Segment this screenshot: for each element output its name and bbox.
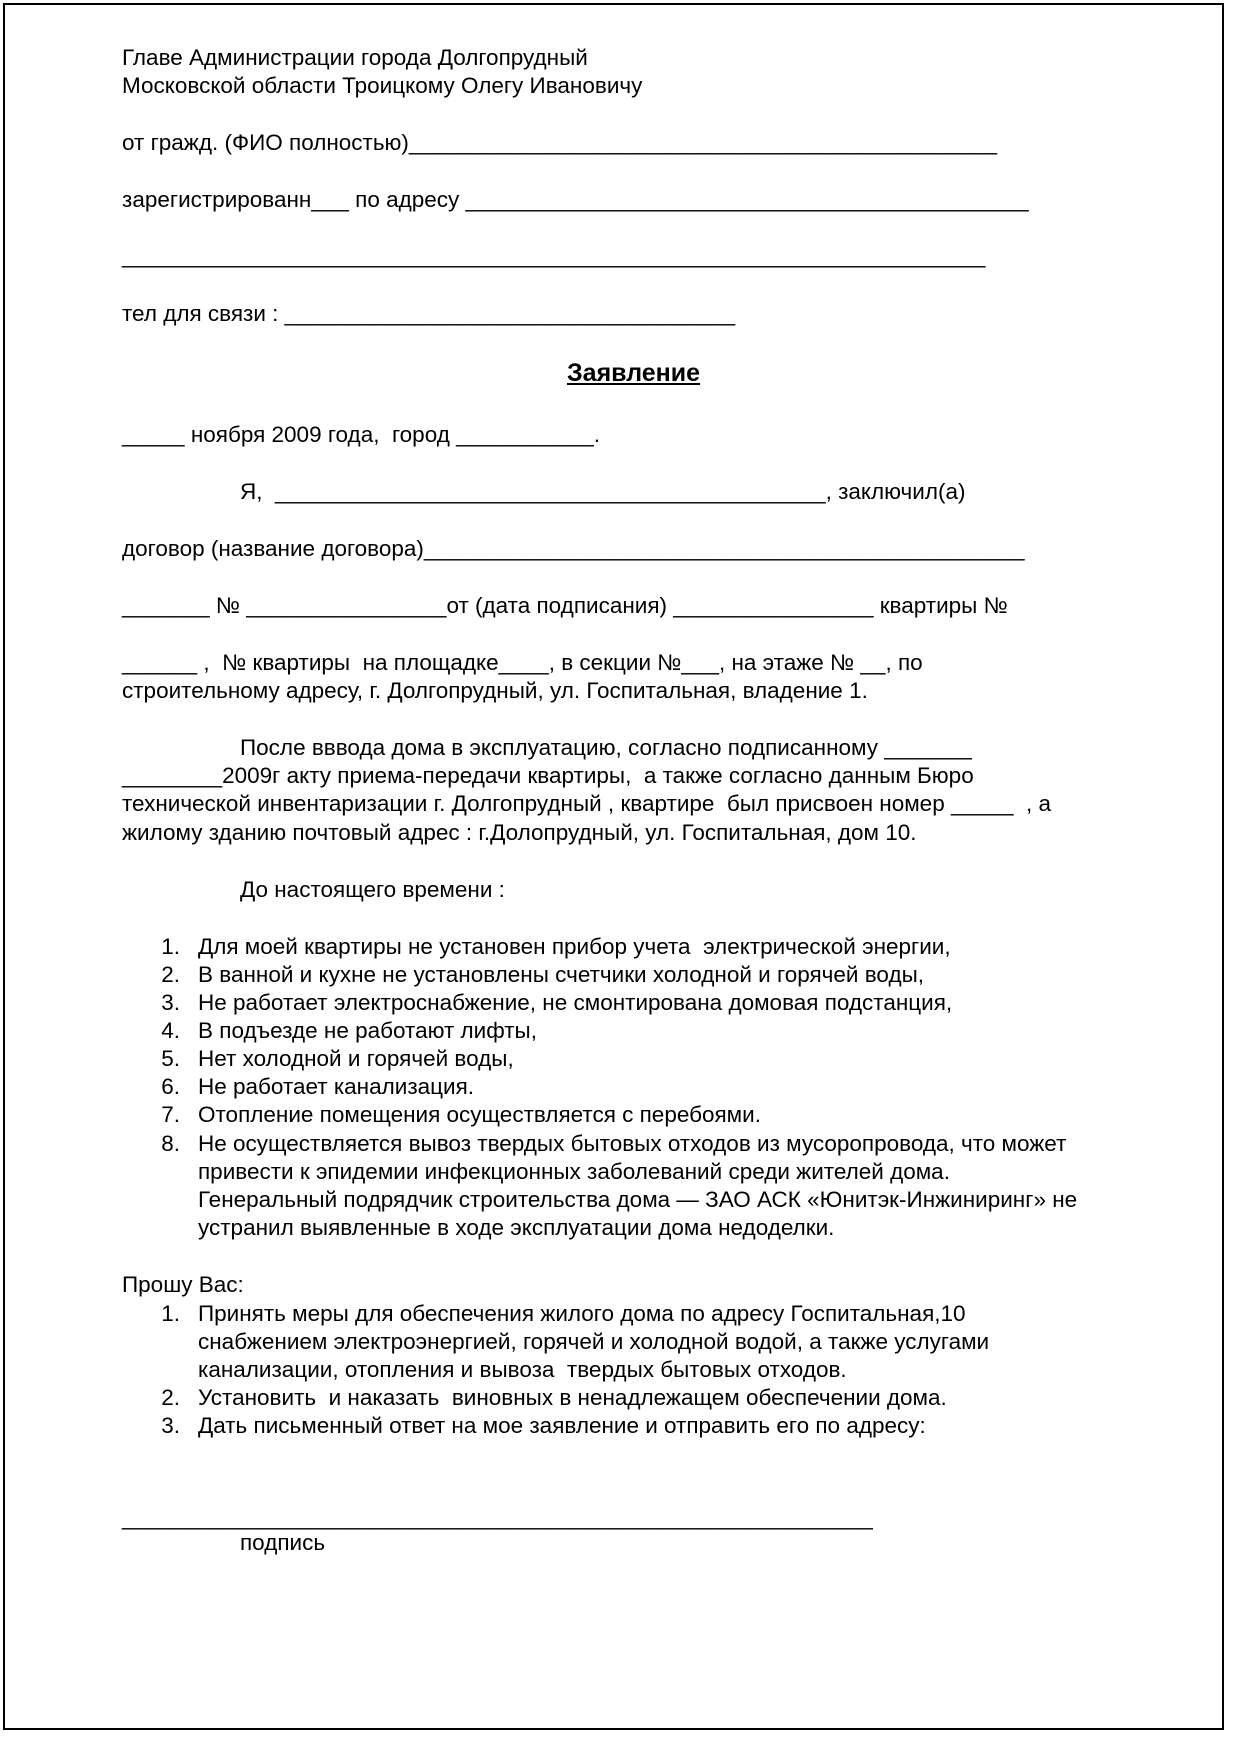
construction-address-line: строительному адресу, г. Долгопрудный, ул. Госпитальная, владение 1. (122, 678, 868, 703)
problem-number: 6. (161, 1074, 180, 1099)
request-heading: Прошу Вас: (122, 1272, 244, 1297)
apartment-details-line: ______ , № квартиры на площадке____, в секции №___, на этаже № __, по (122, 650, 923, 675)
request-text: Установить и наказать виновных в ненадлежащем обеспечении дома. (198, 1385, 947, 1410)
paragraph-line-3: технической инвентаризации г. Долгопрудный , квартире был присвоен номер _____ , а (122, 791, 1052, 816)
document-page (3, 3, 1224, 1730)
paragraph-line-1: После вввода дома в эксплуатацию, согласно подписанному _______ (240, 735, 972, 760)
request-text: канализации, отопления и вывоза твердых бытовых отходов. (198, 1357, 847, 1382)
document-title: Заявление (567, 359, 701, 387)
problem-text: В ванной и кухне не установлены счетчики холодной и горячей воды, (198, 962, 924, 987)
request-number: 2. (161, 1385, 180, 1410)
date-city-line: _____ ноября 2009 года, город ___________. (122, 422, 600, 447)
paragraph-line-2: ________2009г акту приема-передачи квартиры, а также согласно данным Бюро (122, 763, 974, 788)
paragraph-line-4: жилому зданию почтовый адрес : г.Долопрудный, ул. Госпитальная, дом 10. (122, 820, 917, 845)
signature-line: ____________________________________________________________ (122, 1505, 873, 1530)
contract-name-line: договор (название договора)________________________________________________ (122, 536, 1025, 561)
problem-text: Не работает электроснабжение, не смонтирована домовая подстанция, (198, 990, 953, 1015)
problem-number: 5. (161, 1046, 180, 1071)
signature-label: подпись (240, 1530, 326, 1555)
registration-address-line: зарегистрированн___ по адресу _____________________________________________ (122, 187, 1029, 212)
request-number: 3. (161, 1413, 180, 1438)
problem-text: Отопление помещения осуществляется с перебоями. (198, 1102, 761, 1127)
addressee-line-2: Московской области Троицкому Олегу Ивановичу (122, 73, 643, 98)
problem-text: Для моей квартиры не установен прибор учета электрической энергии, (198, 934, 951, 959)
problem-number: 1. (161, 934, 180, 959)
applicant-name-line: от гражд. (ФИО полностью)_______________________________________________ (122, 130, 998, 155)
phone-line: тел для связи : ____________________________________ (122, 301, 736, 326)
problem-text: Нет холодной и горячей воды, (198, 1046, 514, 1071)
applicant-statement-line: Я, ____________________________________________, заключил(а) (240, 479, 966, 504)
until-now-line: До настоящего времени : (240, 877, 505, 902)
problem-text: привести к эпидемии инфекционных заболеваний среди жителей дома. (198, 1159, 950, 1184)
request-text: Принять меры для обеспечения жилого дома по адресу Госпитальная,10 (198, 1301, 966, 1326)
problem-number: 8. (161, 1131, 180, 1156)
problem-text: Генеральный подрядчик строительства дома — ЗАО АСК «Юнитэк-Инжиниринг» не (198, 1187, 1078, 1212)
request-text: снабжением электроэнергией, горячей и холодной водой, а также услугами (198, 1329, 990, 1354)
problem-text: Не осуществляется вывоз твердых бытовых отходов из мусоропровода, что может (198, 1131, 1067, 1156)
request-text: Дать письменный ответ на мое заявление и отправить его по адресу: (198, 1413, 926, 1438)
contract-number-line: _______ № ________________от (дата подписания) ________________ квартиры № (122, 593, 1008, 618)
problem-number: 7. (161, 1102, 180, 1127)
request-number: 1. (161, 1301, 180, 1326)
problem-number: 2. (161, 962, 180, 987)
problem-text: Не работает канализация. (198, 1074, 475, 1099)
problem-number: 3. (161, 990, 180, 1015)
addressee-line-1: Главе Администрации города Долгопрудный (122, 45, 588, 70)
problem-number: 4. (161, 1018, 180, 1043)
address-continuation-line: _____________________________________________________________________ (122, 243, 986, 268)
problem-text: В подъезде не работают лифты, (198, 1018, 537, 1043)
problem-text: устранил выявленные в ходе эксплуатации дома недоделки. (198, 1215, 835, 1240)
